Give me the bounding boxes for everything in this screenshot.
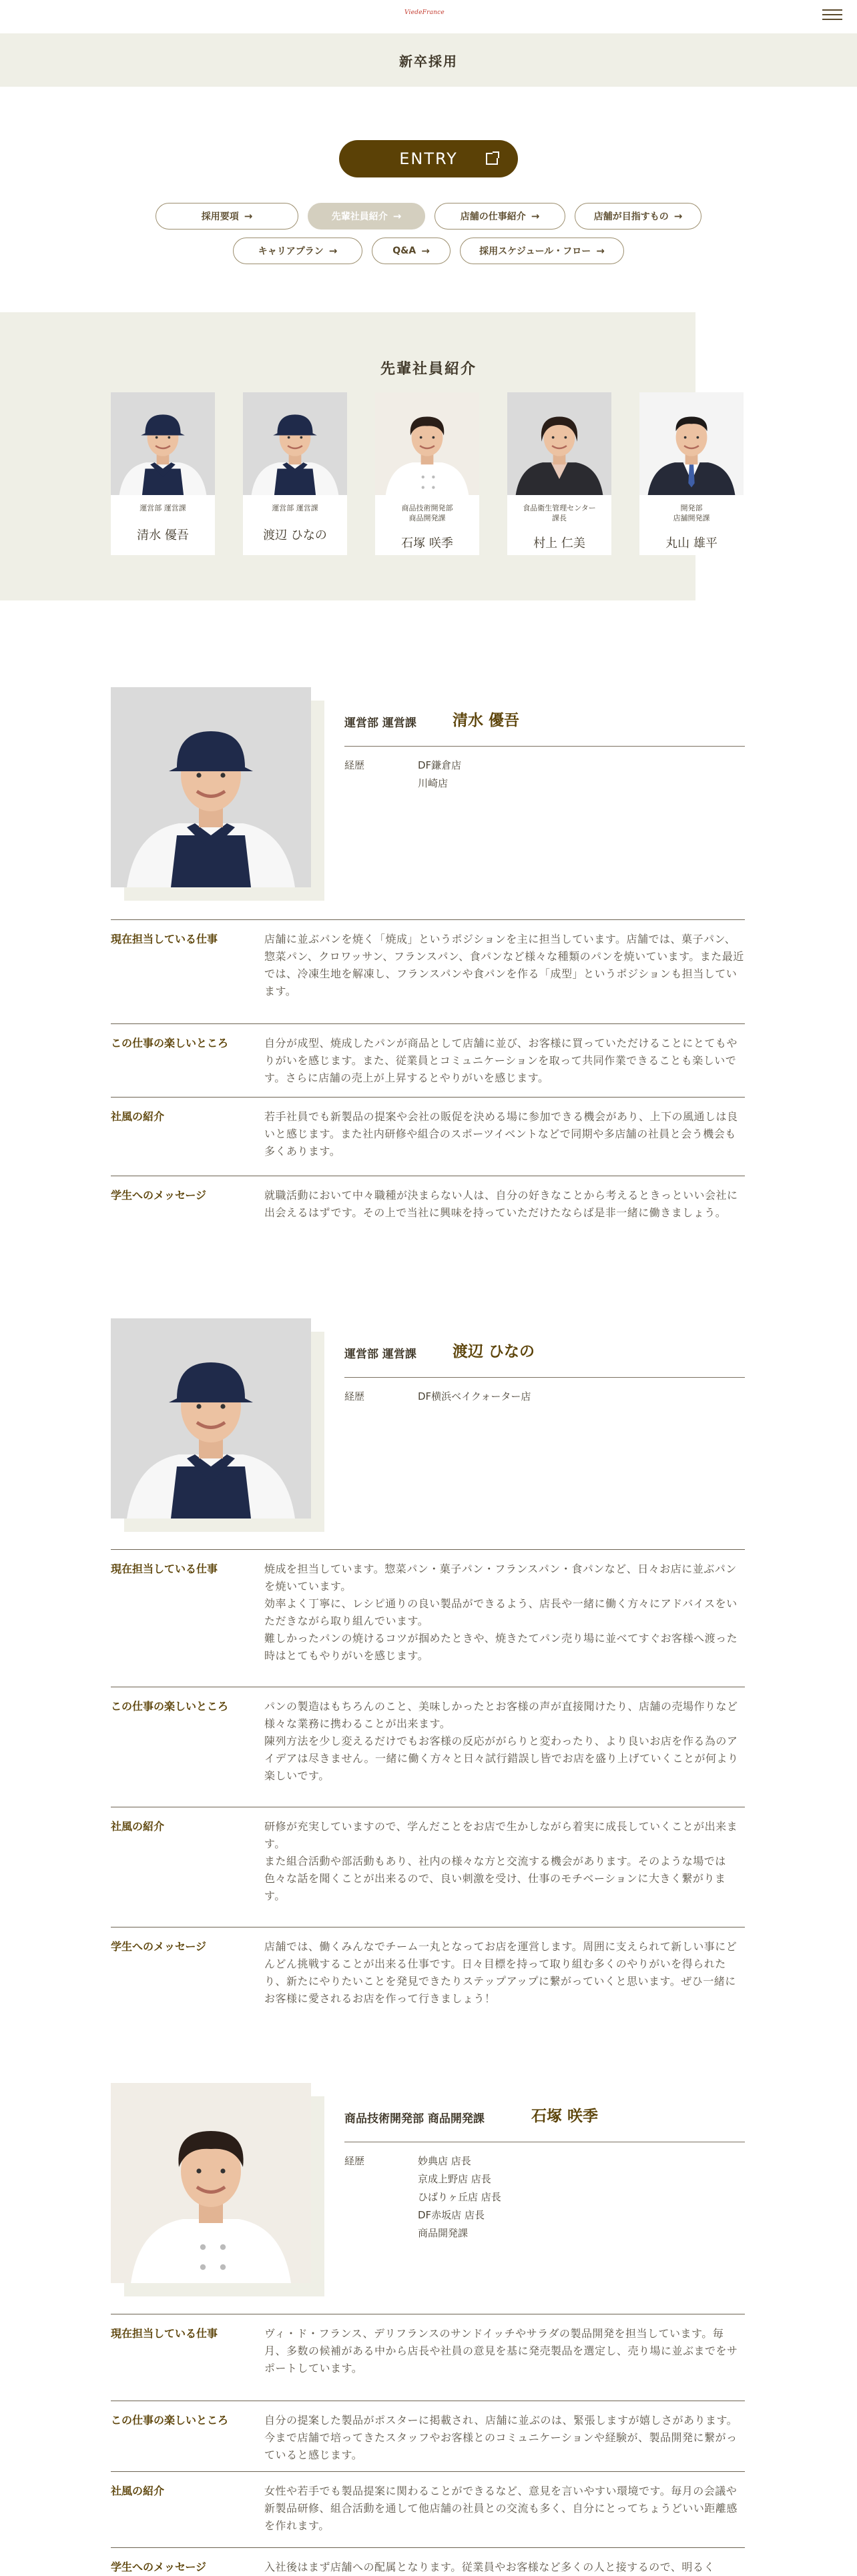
staff-name: 石塚 咲季	[401, 536, 453, 550]
qa-answer	[264, 1561, 745, 1665]
staff-photo	[111, 392, 215, 495]
profile-name: 清水 優吾	[453, 712, 520, 729]
staff-role	[639, 503, 744, 523]
entry-button[interactable]	[339, 140, 518, 177]
career-item: DF横浜ベイクォーター店	[418, 1390, 531, 1402]
staff-role-line: 食品衛生管理センター	[523, 504, 596, 512]
qa-answer	[264, 1938, 745, 2008]
nav-pill-label: 店舗が目指すもの	[593, 211, 669, 222]
nav-pill-nav_row1-2[interactable]	[435, 203, 565, 230]
arrow-right-icon: →	[531, 210, 540, 222]
staff-intro-title: 先輩社員紹介	[380, 361, 477, 378]
staff-name: 村上 仁美	[533, 536, 585, 550]
site-logo[interactable]: ViedeFrance	[404, 9, 445, 16]
entry-label: ENTRY	[399, 149, 458, 168]
nav-pill-nav_row2-0[interactable]	[233, 238, 362, 264]
qa-answer	[264, 1108, 745, 1160]
nav-pill-label: Q&A	[392, 246, 416, 256]
staff-card[interactable]	[243, 392, 347, 555]
qa-answer-paragraph: 女性や若手でも製品提案に関わることができるなど、意見を言いやすい環境です。毎月の会議や新製品研修、組合活動を通して他店舗の社員との交流も多く、自分にとってちょうどいい距離感を作れます。	[264, 2485, 738, 2532]
qa-row	[111, 1549, 745, 1662]
qa-answer-paragraph: 店舗に並ぶパンを焼く「焼成」というポジションを主に担当しています。店舗では、菓子パン、惣菜パン、クロワッサン、フランスパン、食パンなど様々な種類のパンを焼いています。また最近では、冷凍生地を解凍し、フランスパンや食パンを作る「成型」というポジションも担当しています。	[264, 933, 744, 997]
arrow-right-icon: →	[328, 245, 338, 257]
staff-card[interactable]	[507, 392, 611, 555]
nav-pill-label: 採用要項	[201, 211, 239, 222]
external-link-icon	[486, 153, 498, 165]
staff-role-line: 開発部	[680, 504, 703, 512]
section-nav-row-2	[0, 238, 857, 264]
qa-question: この仕事の楽しいところ	[111, 1700, 229, 1713]
nav-pill-label: キャリアプラン	[258, 246, 324, 257]
career-label: 経歴	[344, 759, 365, 771]
staff-role	[507, 503, 611, 523]
page-title: 新卒採用	[399, 53, 458, 69]
profile-photo	[111, 687, 311, 887]
qa-question: この仕事の楽しいところ	[111, 2414, 229, 2427]
qa-answer-paragraph: ヴィ・ド・フランス、デリフランスのサンドイッチやサラダの製品開発を担当しています。毎月、多数の候補がある中から店長や社員の意見を基に発売製品を選定し、売り場に並ぶまでをサポートしています。	[264, 2327, 738, 2375]
profile-dept: 商品技術開発部 商品開発課	[344, 2112, 485, 2126]
page-title-band	[0, 33, 857, 87]
career-item: ひばりヶ丘店 店長	[418, 2191, 501, 2203]
profile-dept: 運営部 運営課	[344, 717, 416, 730]
qa-answer	[264, 1818, 745, 1905]
career-label: 経歴	[344, 1390, 365, 1402]
career-item: 川崎店	[418, 777, 449, 789]
qa-row	[111, 1097, 745, 1158]
staff-name: 丸山 雄平	[665, 536, 718, 550]
qa-question: 社風の紹介	[111, 1110, 165, 1123]
qa-answer-paragraph: また組合活動や部活動もあり、社内の様々な方と交流する機会があります。そのような場では色々な話を聞くことが出来るので、良い刺激を受け、仕事のモチベーションに大きく繋がります。	[264, 1855, 726, 1902]
staff-name: 渡辺 ひなの	[263, 528, 327, 542]
career-list	[418, 1388, 531, 1406]
qa-answer	[264, 931, 745, 1000]
staff-photo	[507, 392, 611, 495]
qa-answer-paragraph: 店舗では、働くみんなでチーム一丸となってお店を運営します。周囲に支えられて新しい事にどんどん挑戦することが出来る仕事です。日々目標を持って取り組む多くのやりがいを得られたり、新たにやりたいことを発見できたりステップアップに繋がっていくと思います。ぜひ一緒にお客様に愛されるお店を作って行きましょう！	[264, 1940, 738, 2005]
staff-role-line: 商品技術開発部	[401, 504, 453, 512]
qa-answer	[264, 1698, 745, 1785]
profile-name: 石塚 咲季	[531, 2108, 599, 2125]
staff-role-line: 店舗開発課	[673, 514, 710, 522]
qa-question: 現在担当している仕事	[111, 1563, 218, 1575]
profile-name: 渡辺 ひなの	[453, 1343, 535, 1360]
arrow-right-icon: →	[244, 210, 253, 222]
arrow-right-icon: →	[596, 245, 605, 257]
hamburger-menu-icon[interactable]	[821, 6, 844, 26]
career-item: 京成上野店 店長	[418, 2173, 491, 2185]
nav-pill-label: 店舗の仕事紹介	[460, 211, 526, 222]
qa-row	[111, 919, 745, 997]
career-item: 妙典店 店長	[418, 2155, 471, 2167]
qa-answer	[264, 2412, 745, 2464]
qa-answer-paragraph: 研修が充実していますので、学んだことをお店で生かしながら着実に成長していくことが出来ます。	[264, 1820, 738, 1850]
qa-answer-paragraph: 若手社員でも新製品の提案や会社の販促を決める場に参加できる機会があり、上下の風通しは良いと感じます。また社内研修や組合のスポーツイベントなどで同期や多店舗の社員と会う機会も多くあります。	[264, 1110, 738, 1158]
qa-answer-paragraph: 入社後はまず店舗への配属となります。従業員やお客様など多くの人と接するので、明るく	[264, 2561, 715, 2573]
staff-role-line: 課長	[552, 514, 567, 522]
site-header	[0, 0, 857, 33]
qa-row	[111, 1023, 745, 1084]
qa-question: 現在担当している仕事	[111, 2327, 218, 2340]
staff-role-line: 運営部 運営課	[139, 504, 186, 512]
section-nav-row-1	[0, 203, 857, 230]
career-item: DF赤坂店 店長	[418, 2209, 485, 2221]
nav-pill-nav_row1-1[interactable]	[308, 203, 425, 230]
profile-photo	[111, 1318, 311, 1519]
staff-role-line: 商品開発課	[408, 514, 446, 522]
career-item: 商品開発課	[418, 2227, 469, 2239]
staff-name: 清水 優吾	[137, 528, 189, 542]
qa-answer	[264, 2325, 745, 2377]
nav-pill-nav_row1-3[interactable]	[575, 203, 701, 230]
arrow-right-icon: →	[421, 245, 430, 257]
qa-answer-paragraph: 焼成を担当しています。惣菜パン・菓子パン・フランスパン・食パンなど、日々お店に並ぶパンを焼いています。	[264, 1563, 737, 1593]
qa-answer-paragraph: 陳列方法を少し変えるだけでもお客様の反応ががらりと変わったり、より良いお店を作る為のアイデアは尽きません。一緒に働く方々と日々試行錯誤し皆でお店を盛り上げていくことが何より楽しいです。	[264, 1735, 739, 1782]
qa-row	[111, 2471, 745, 2532]
staff-photo	[375, 392, 479, 495]
qa-answer	[264, 2483, 745, 2535]
career-list	[418, 757, 461, 793]
nav-pill-nav_row2-1[interactable]	[372, 238, 451, 264]
staff-role	[243, 503, 347, 513]
arrow-right-icon: →	[392, 210, 402, 222]
profile-photo	[111, 2083, 311, 2283]
qa-question: 社風の紹介	[111, 2485, 165, 2497]
staff-photo	[639, 392, 744, 495]
profile-header	[344, 2110, 745, 2142]
nav-pill-label: 採用スケジュール・フロー	[479, 246, 591, 257]
qa-answer-paragraph: 自分が成型、焼成したパンが商品として店舗に並び、お客様に買っていただけることにとてもやりがいを感じます。また、従業員とコミュニケーションを取って共同作業できることも楽しいです。さらに店舗の売上が上昇するとやりがいを感じます。	[264, 1037, 738, 1084]
qa-row	[111, 2547, 745, 2573]
profile-dept: 運営部 運営課	[344, 1348, 416, 1361]
arrow-right-icon: →	[673, 210, 683, 222]
nav-pill-nav_row2-2[interactable]	[460, 238, 624, 264]
qa-answer-paragraph: 難しかったパンの焼けるコツが掴めたときや、焼きたてパン売り場に並べてすぐお客様へ渡った時はとてもやりがいを感じます。	[264, 1632, 738, 1662]
qa-answer-paragraph: パンの製造はもちろんのこと、美味しかったとお客様の声が直接聞けたり、店舗の売場作りなど様々な業務に携わることが出来ます。	[264, 1700, 738, 1730]
nav-pill-label: 先輩社員紹介	[331, 211, 388, 222]
staff-card[interactable]	[375, 392, 479, 555]
nav-pill-nav_row1-0[interactable]	[156, 203, 298, 230]
qa-question: この仕事の楽しいところ	[111, 1037, 229, 1049]
profile-header	[344, 714, 745, 747]
qa-question: 社風の紹介	[111, 1820, 165, 1833]
qa-question: 現在担当している仕事	[111, 933, 218, 945]
qa-answer-paragraph: 就職活動において中々職種が決まらない人は、自分の好きなことから考えるときっといい会社に出会えるはずです。その上で当社に興味を持っていただけたならば是非一緒に働きましょう。	[264, 1189, 738, 1219]
qa-answer-paragraph: 効率よく丁寧に、レシピ通りの良い製品ができるよう、店長や一緒に働く方々にアドバイスをいただきながら取り組んでいます。	[264, 1597, 738, 1627]
staff-card[interactable]	[639, 392, 744, 555]
career-list	[418, 2152, 501, 2242]
staff-role	[375, 503, 479, 523]
staff-role	[111, 503, 215, 513]
profile-header	[344, 1345, 745, 1378]
career-item: DF鎌倉店	[418, 759, 462, 771]
qa-question: 学生へのメッセージ	[111, 2561, 207, 2573]
qa-answer	[264, 1035, 745, 1087]
qa-answer-paragraph: 自分の提案した製品がポスターに掲載され、店舗に並ぶのは、緊張しますが嬉しさがあります。今まで店舗で培ってきたスタッフやお客様とのコミュニケーションや経験が、製品開発に繋がっていると感じます。	[264, 2414, 738, 2461]
staff-card[interactable]	[111, 392, 215, 555]
career-label: 経歴	[344, 2155, 365, 2167]
staff-role-line: 運営部 運営課	[272, 504, 318, 512]
qa-question: 学生へのメッセージ	[111, 1189, 207, 1202]
staff-photo	[243, 392, 347, 495]
qa-answer	[264, 1187, 745, 1222]
qa-answer	[264, 2559, 745, 2576]
qa-question: 学生へのメッセージ	[111, 1940, 207, 1953]
